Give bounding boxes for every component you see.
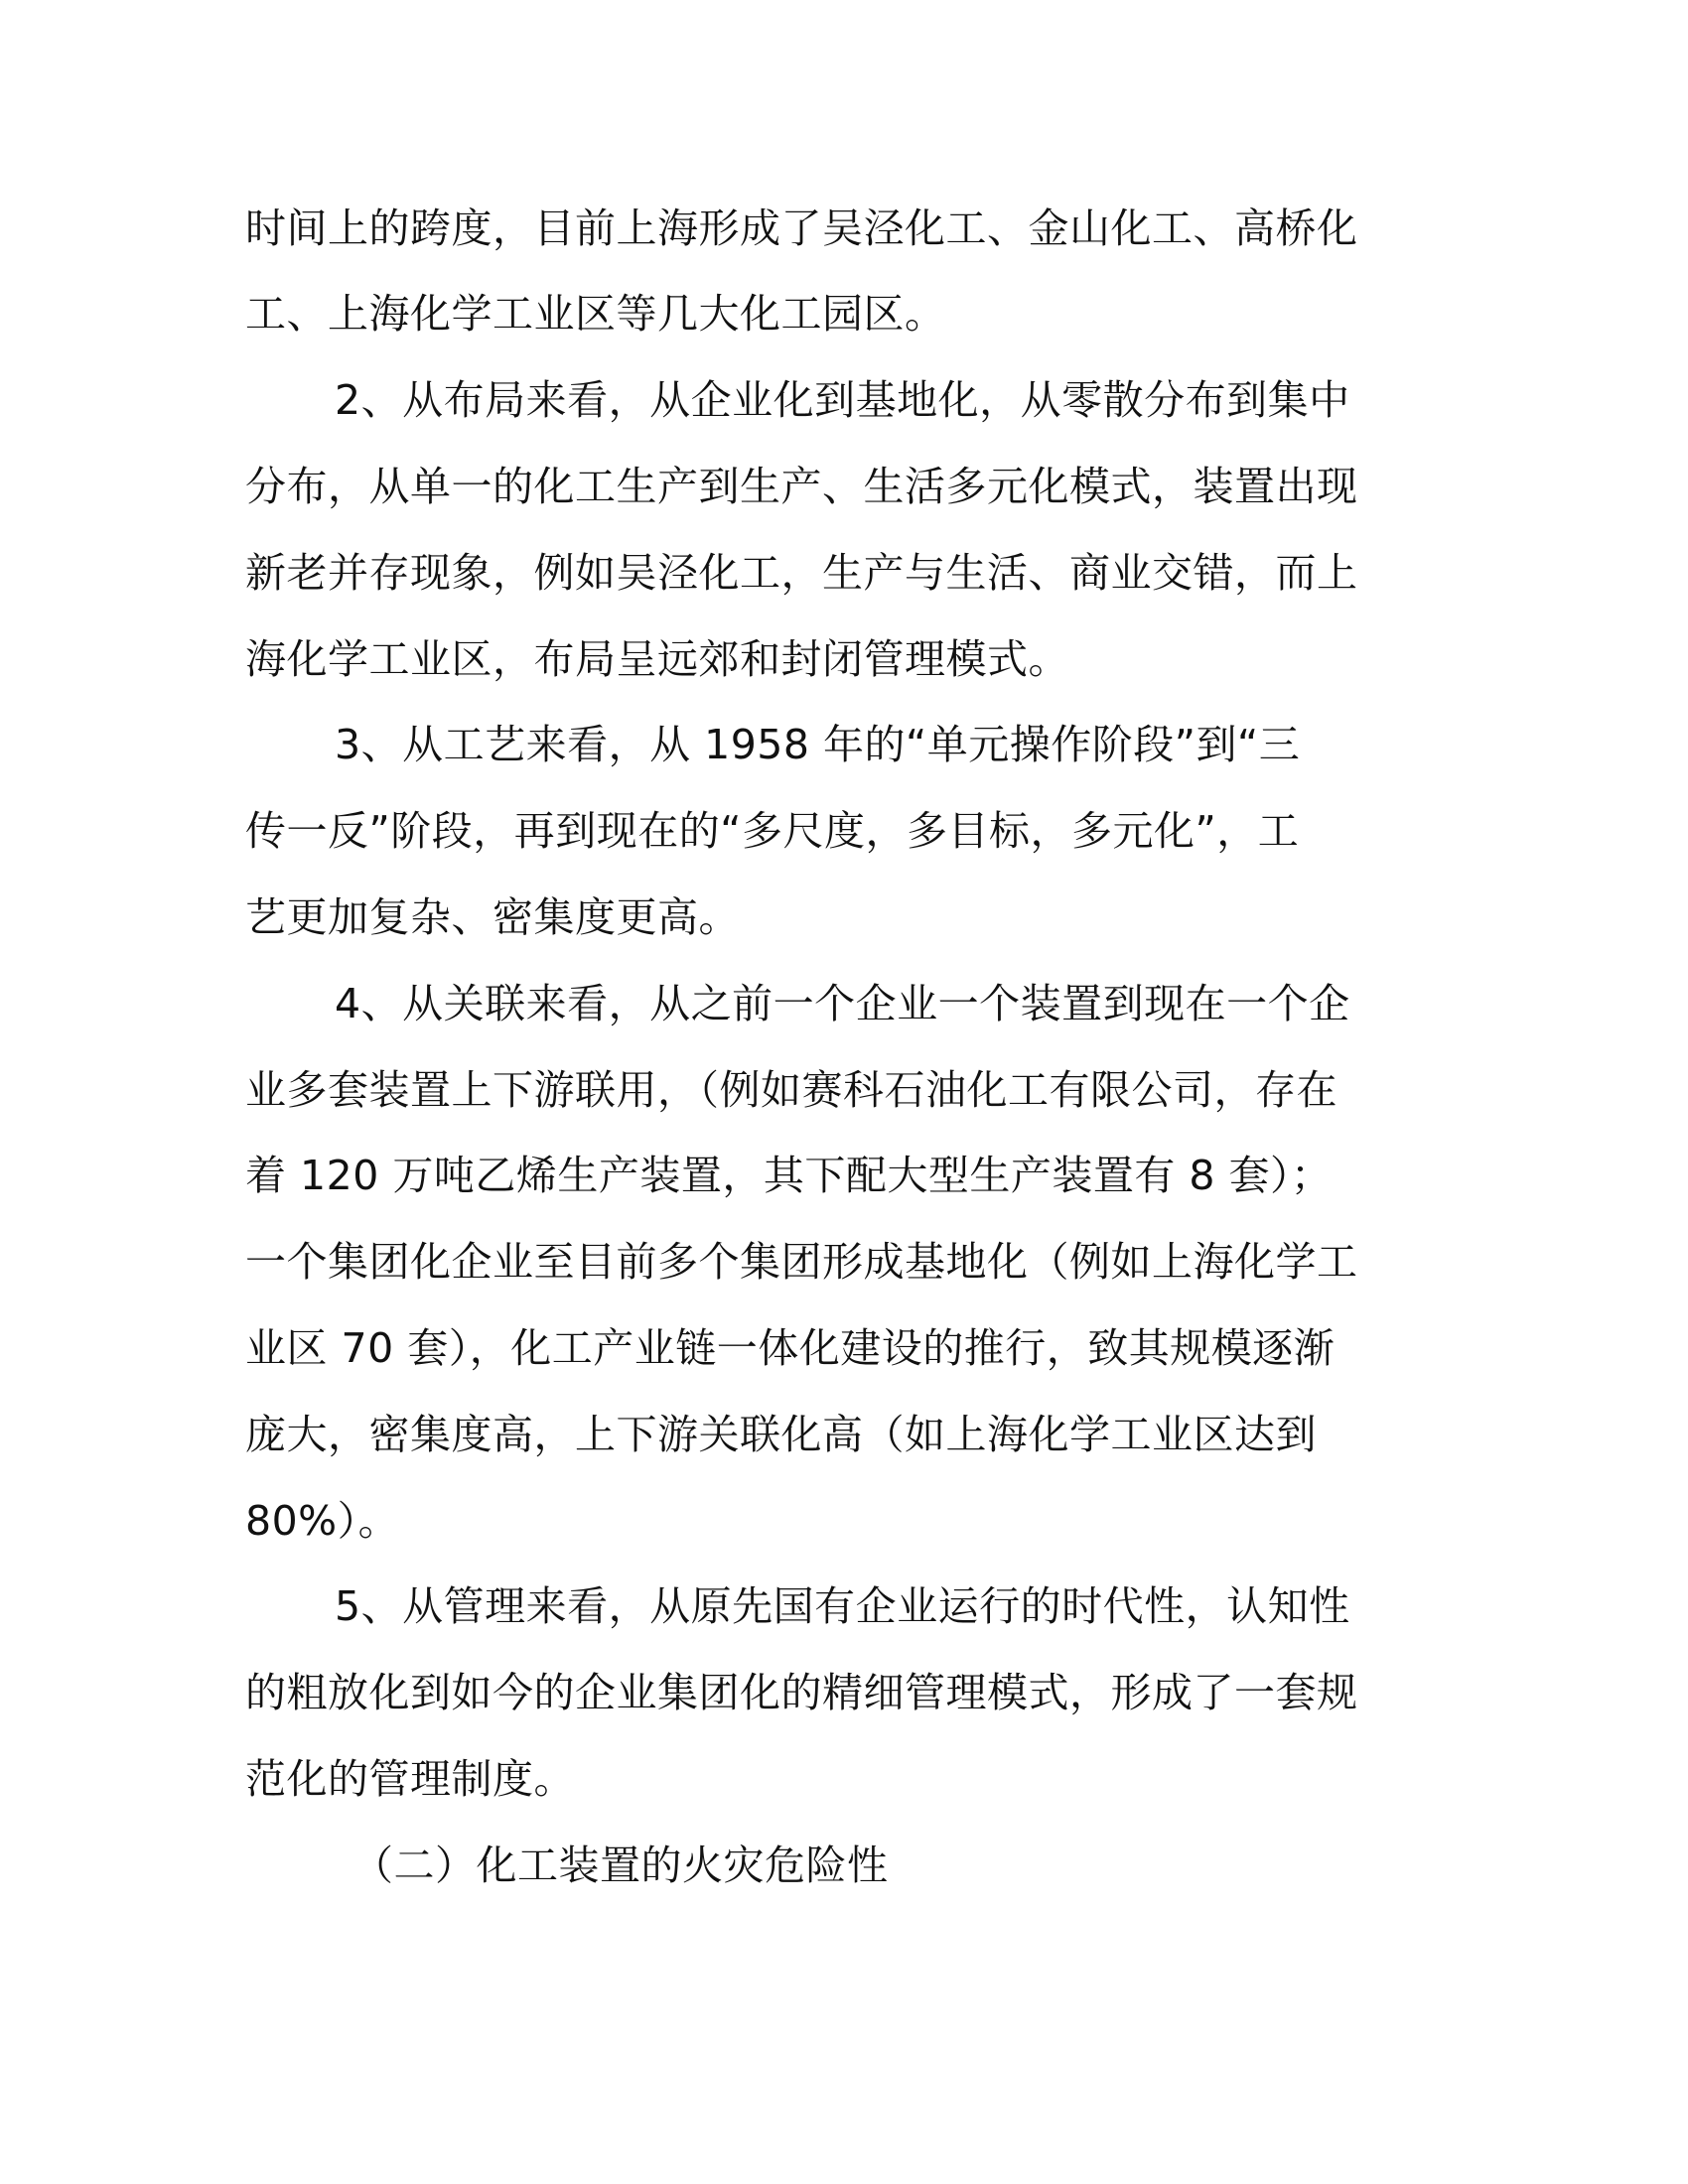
paragraph-line: 2、从布局来看，从企业化到基地化，从零散分布到集中 [335, 376, 1350, 424]
section-heading: （二）化工装置的火灾危险性 [352, 1842, 889, 1889]
paragraph-line: 一个集团化企业至目前多个集团形成基地化（例如上海化学工 [245, 1238, 1358, 1286]
paragraph-line: 4、从关联来看，从之前一个企业一个装置到现在一个企 [335, 980, 1350, 1027]
paragraph-line: 业区 70 套），化工产业链一体化建设的推行，致其规模逐渐 [245, 1324, 1336, 1372]
paragraph-line: 艺更加复杂、密集度更高。 [245, 893, 740, 941]
paragraph-line: 工、上海化学工业区等几大化工园区。 [245, 290, 946, 338]
paragraph-line: 范化的管理制度。 [245, 1755, 575, 1803]
paragraph-line: 3、从工艺来看，从 1958 年的“单元操作阶段”到“三 [335, 721, 1301, 768]
paragraph-line: 业多套装置上下游联用，（例如赛科石油化工有限公司，存在 [245, 1066, 1337, 1114]
paragraph-line: 的粗放化到如今的企业集团化的精细管理模式，形成了一套规 [245, 1669, 1358, 1716]
paragraph-line: 分布，从单一的化工生产到生产、生活多元化模式，装置出现 [245, 463, 1358, 510]
paragraph-line: 传一反”阶段，再到现在的“多尺度，多目标，多元化”，工 [245, 807, 1300, 855]
paragraph-line: 新老并存现象，例如吴泾化工，生产与生活、商业交错，而上 [245, 549, 1358, 597]
paragraph-line: 海化学工业区，布局呈远郊和封闭管理模式。 [245, 635, 1069, 683]
paragraph-line: 80%）。 [245, 1497, 400, 1545]
paragraph-line: 时间上的跨度，目前上海形成了吴泾化工、金山化工、高桥化 [245, 205, 1358, 252]
paragraph-line: 着 120 万吨乙烯生产装置，其下配大型生产装置有 8 套）； [245, 1152, 1333, 1199]
paragraph-line: 5、从管理来看，从原先国有企业运行的时代性，认知性 [335, 1582, 1350, 1630]
paragraph-line: 庞大，密集度高，上下游关联化高（如上海化学工业区达到 [245, 1411, 1317, 1458]
